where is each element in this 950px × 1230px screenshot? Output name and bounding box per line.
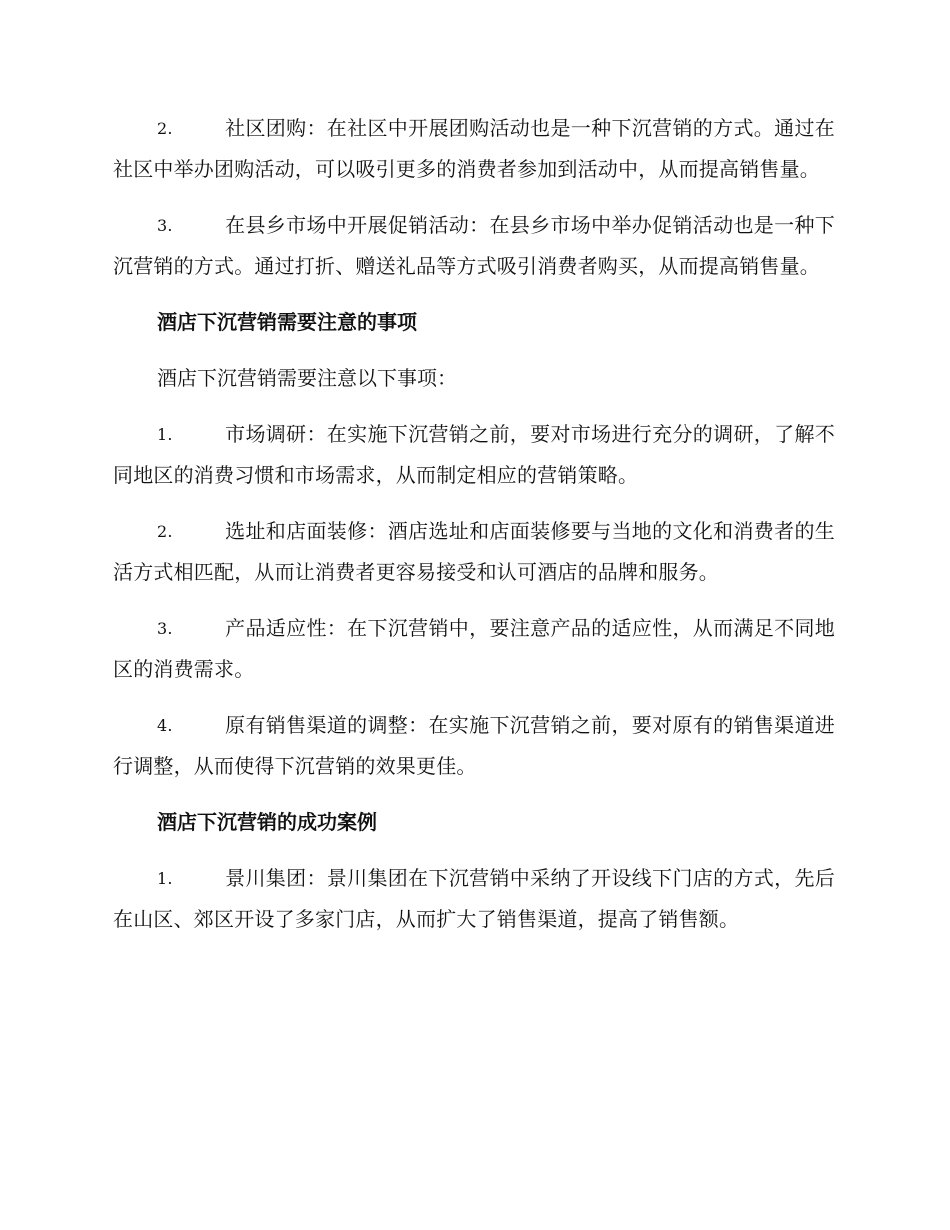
list-text: 市场调研：在实施下沉营销之前，要对市场进行充分的调研，了解不同地区的消费习惯和市场需求，从而制定相应的营销策略。 (113, 422, 835, 487)
list-item (113, 511, 835, 592)
list-text: 社区团购：在社区中开展团购活动也是一种下沉营销的方式。通过在社区中举办团购活动，可以吸引更多的消费者参加到活动中，从而提高销售量。 (113, 116, 835, 181)
list-text: 景川集团：景川集团在下沉营销中采纳了开设线下门店的方式，先后在山区、郊区开设了多家门店，从而扩大了销售渠道，提高了销售额。 (113, 866, 835, 931)
intro-paragraph: 酒店下沉营销需要注意以下事项： (157, 366, 457, 390)
list-item (113, 858, 835, 939)
list-item (113, 705, 835, 786)
document-page (113, 108, 835, 955)
section-heading-cases: 酒店下沉营销的成功案例 (157, 810, 377, 834)
list-item (113, 205, 835, 286)
list-number: 1. (157, 425, 173, 444)
list-item (113, 608, 835, 689)
list-number: 2. (157, 522, 173, 541)
list-text: 选址和店面装修：酒店选址和店面装修要与当地的文化和消费者的生活方式相匹配，从而让消费者更容易接受和认可酒店的品牌和服务。 (113, 519, 835, 584)
list-text: 在县乡市场中开展促销活动：在县乡市场中举办促销活动也是一种下沉营销的方式。通过打折、赠送礼品等方式吸引消费者购买，从而提高销售量。 (113, 213, 835, 278)
list-number: 2. (157, 119, 173, 138)
list-item (113, 108, 835, 189)
list-text: 原有销售渠道的调整：在实施下沉营销之前，要对原有的销售渠道进行调整，从而使得下沉营销的效果更佳。 (113, 713, 835, 778)
list-number: 3. (157, 216, 173, 235)
list-number: 1. (157, 869, 173, 888)
list-text: 产品适应性：在下沉营销中，要注意产品的适应性，从而满足不同地区的消费需求。 (113, 616, 835, 681)
list-number: 3. (157, 619, 173, 638)
list-item (113, 414, 835, 495)
section-heading-notes: 酒店下沉营销需要注意的事项 (157, 310, 417, 334)
list-number: 4. (157, 716, 173, 735)
